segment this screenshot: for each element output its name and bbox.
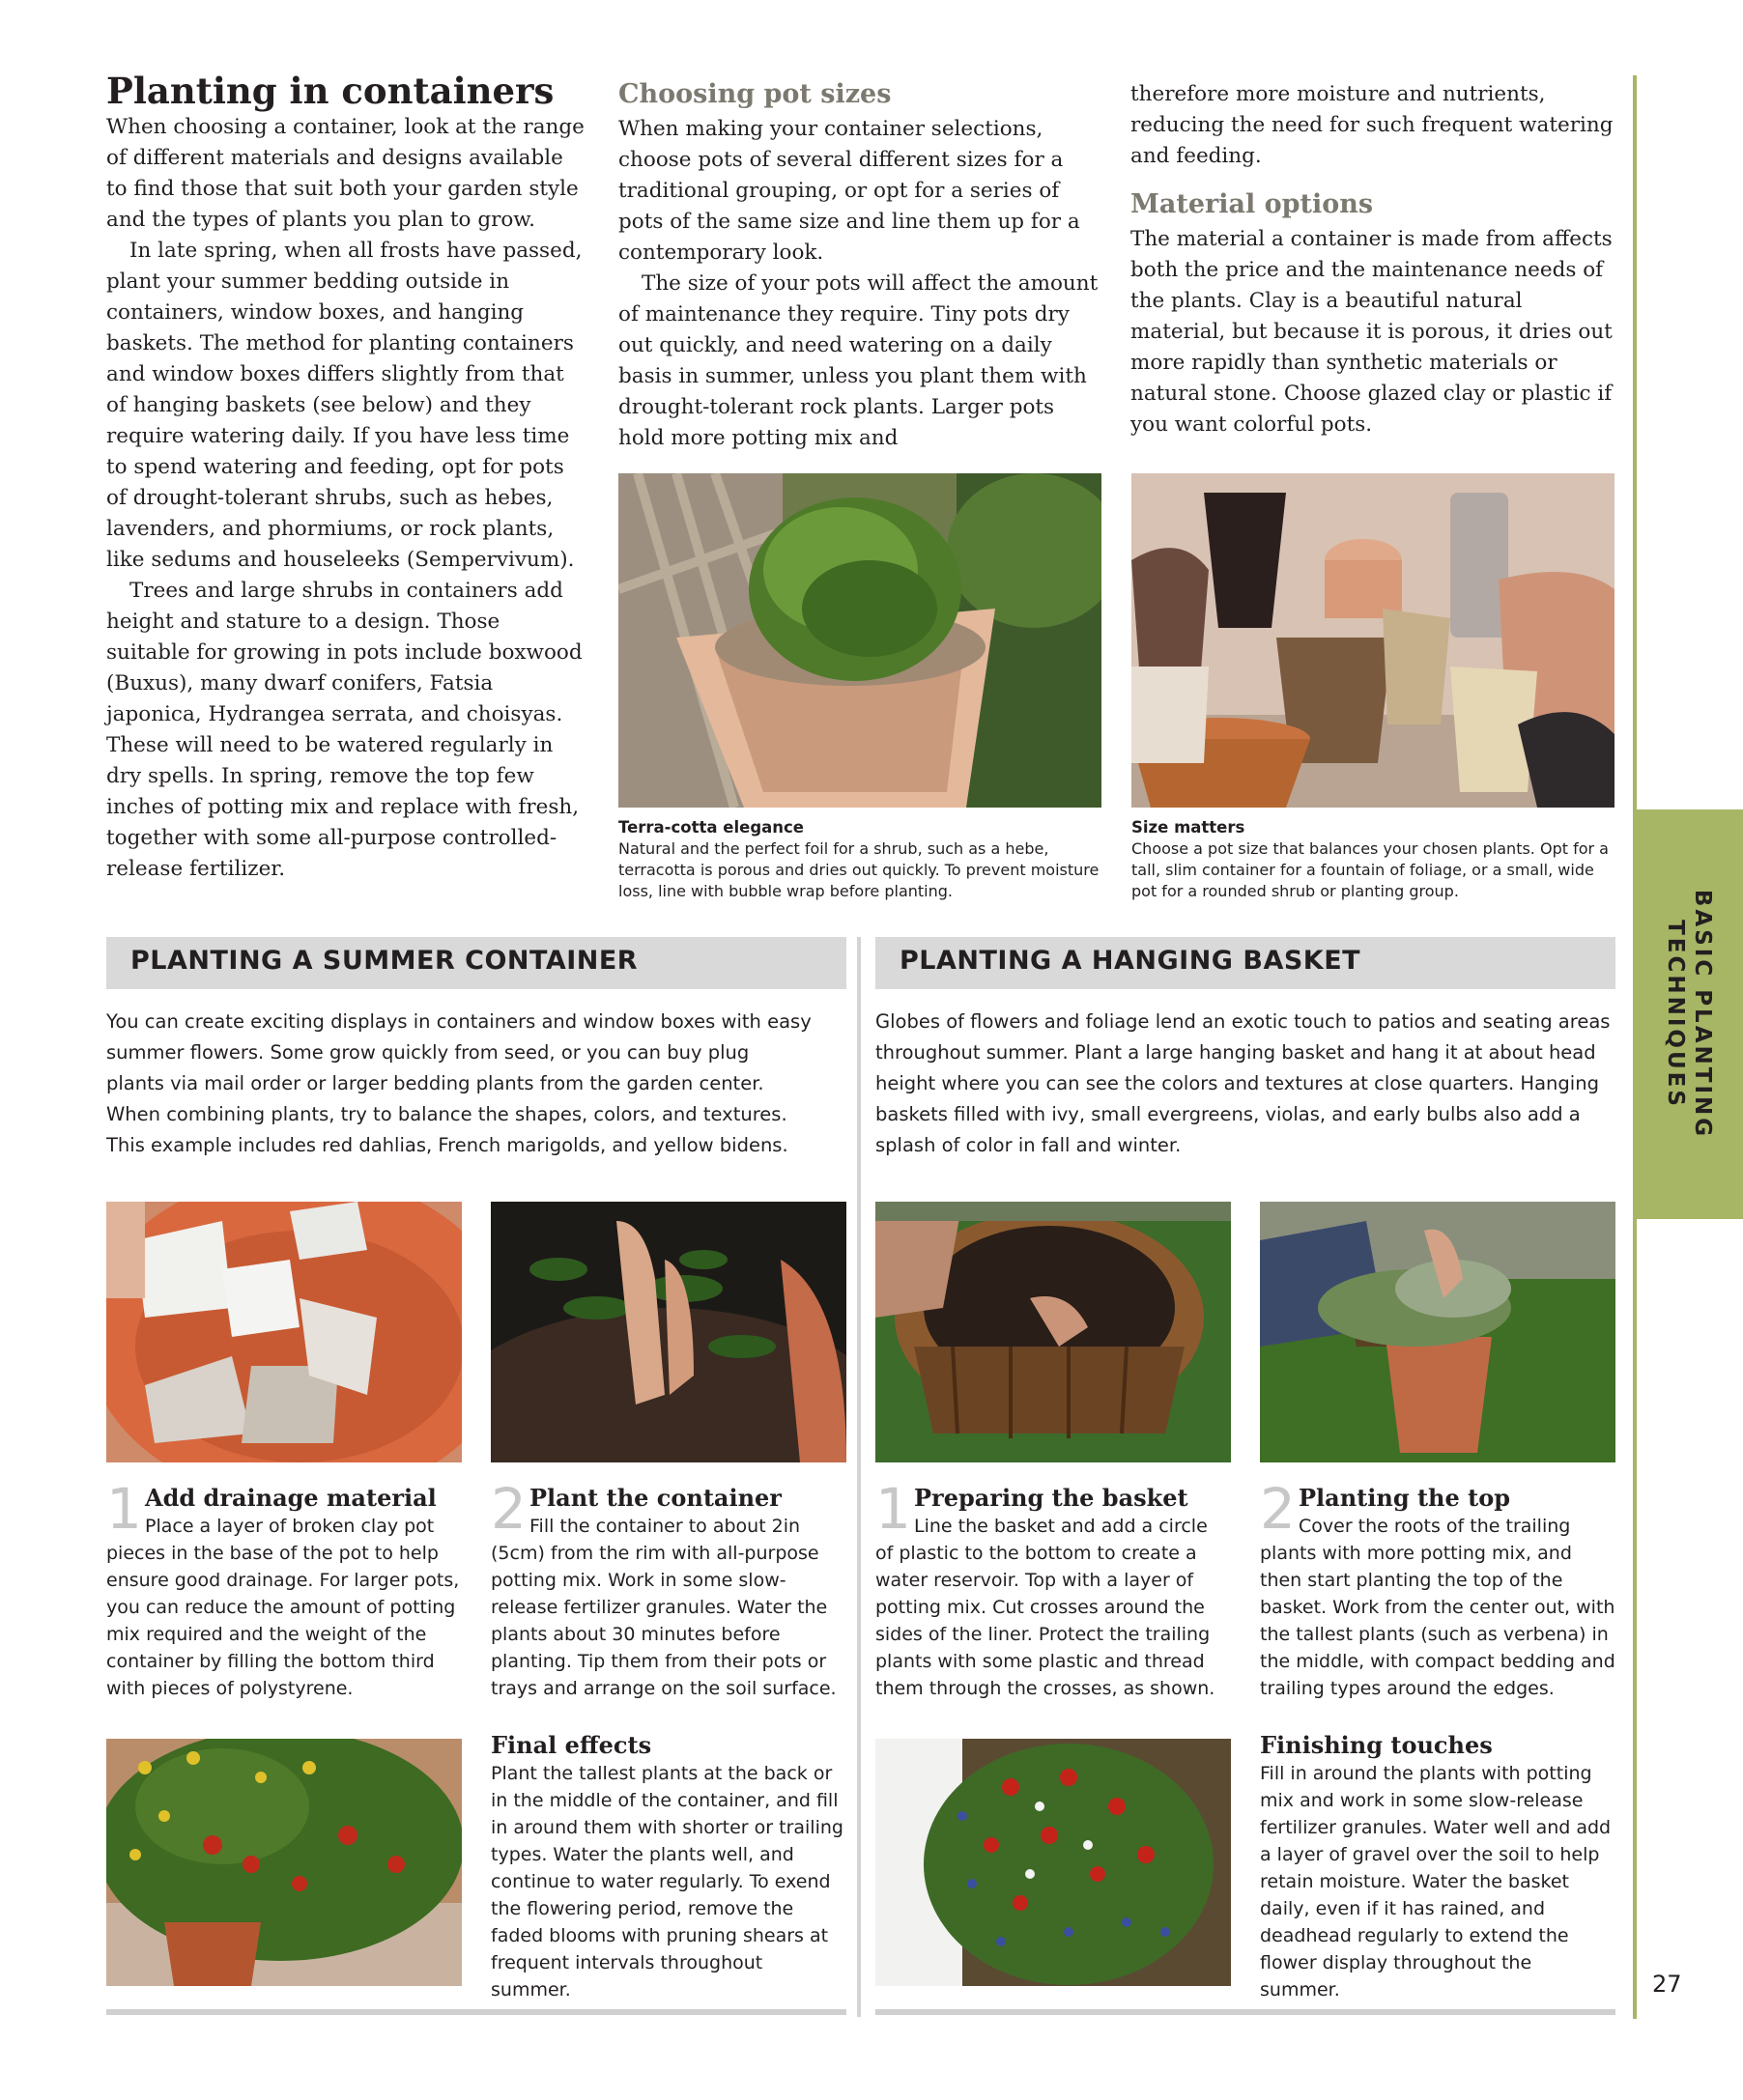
finishing-touches-block xyxy=(1260,1731,1615,2003)
page-title: Planting in containers xyxy=(106,70,555,112)
chapter-label-line-1: BASIC PLANTING xyxy=(1690,889,1715,1140)
terracotta-pot-photo xyxy=(618,473,1101,808)
column-3 xyxy=(1130,79,1614,440)
basket-step-1-number: 1 xyxy=(875,1476,911,1542)
finishing-touches-title: Finishing touches xyxy=(1260,1731,1493,1759)
size-caption-text: Choose a pot size that balances your chosen plants. Opt for a tall, slim container for a fountain of foliage, or a small, wide pot for a rounded shrub or planting group. xyxy=(1131,839,1609,900)
summer-step-1-title: Add drainage material xyxy=(145,1484,437,1512)
basket-step-2-body xyxy=(1260,1513,1615,1702)
basket-intro: Globes of flowers and foliage lend an exotic touch to patios and seating areas throughout summer. Plant a large hanging basket and hang it at about head height where you can see the colors and textures at close quarters. Hanging baskets filled with ivy, small evergreens, violas, and early bulbs also add a splash of color in fall and winter. xyxy=(875,1010,1611,1156)
col1-paragraph-1: When choosing a container, look at the range of different materials and designs available to find those that suit both your garden style and the types of plants you plan to grow. xyxy=(106,115,585,232)
basket-step-1-title: Preparing the basket xyxy=(914,1484,1188,1512)
heading-material-options: Material options xyxy=(1130,189,1374,219)
assorted-pots-photo xyxy=(1131,473,1614,808)
finishing-touches-text: Fill in around the plants with potting mix and work in some slow-release fertilizer granules. Water well and add a layer of gravel over the soil to help retain moisture. Water the basket daily, even if it has rained, and deadhead regularly to extend the flower display throughout the summer. xyxy=(1260,1763,1612,2001)
col2-paragraph-2: The size of your pots will affect the amount of maintenance they require. Tiny pots dry out quickly, and need watering on a daily basis in summer, unless you plant them with drought-tolerant rock plants. Larger pots hold more potting mix and xyxy=(618,271,1099,450)
col3-paragraph-1: The material a container is made from affects both the price and the maintenance needs of the plants. Clay is a beautiful natural material, but because it is porous, it dries out more rapidly than synthetic materials or natural stone. Choose glazed clay or plastic if you want colorful pots. xyxy=(1130,227,1613,437)
summer-step-1-body xyxy=(106,1513,462,1702)
final-effects-photo xyxy=(106,1739,462,1986)
basket-bottom-rule xyxy=(875,2009,1615,2015)
basket-step-2-number: 2 xyxy=(1260,1476,1296,1542)
size-caption xyxy=(1131,817,1614,902)
page-number: 27 xyxy=(1652,1971,1682,1998)
basket-step-1-text: Line the basket and add a circle of plastic to the bottom to create a water reservoir. Top with a layer of potting mix. Cut crosses around the sides of the liner. Protect the trailing plants with some plastic and thread them through the crosses, as shown. xyxy=(875,1516,1215,1699)
summer-container-header xyxy=(106,937,846,989)
column-1 xyxy=(106,70,589,885)
summer-step-1 xyxy=(106,1476,462,1702)
summer-step-2-number: 2 xyxy=(491,1476,527,1542)
summer-step-2-title: Plant the container xyxy=(529,1484,782,1512)
basket-step-1 xyxy=(875,1476,1231,1702)
chapter-label-line-2: TECHNIQUES xyxy=(1663,920,1688,1109)
col3-paragraph-0: therefore more moisture and nutrients, reducing the need for such frequent watering and feeding. xyxy=(1130,82,1614,168)
finishing-touches-photo xyxy=(875,1739,1231,1986)
basket-step-2 xyxy=(1260,1476,1615,1702)
column-2 xyxy=(618,75,1101,454)
final-effects-block xyxy=(491,1731,846,2003)
summer-step-1-text: Place a layer of broken clay pot pieces in the base of the pot to help ensure good drainage. For larger pots, you can reduce the amount of potting mix required and the weight of the container by filling the bottom third with pieces of polystyrene. xyxy=(106,1516,460,1699)
col1-paragraph-2: In late spring, when all frosts have passed, plant your summer bedding outside in containers, window boxes, and hanging baskets. The method for planting containers and window boxes differs slightly from that of hanging baskets (see below) and they require watering daily. If you have less time to spend watering and feeding, opt for pots of drought-tolerant shrubs, such as hebes, lavenders, and phormiums, or rock plants, like sedums and houseleeks (Sempervivum). xyxy=(106,239,583,572)
hanging-basket-header xyxy=(875,937,1615,989)
col1-paragraph-3: Trees and large shrubs in containers add height and stature to a design. Those suitable for growing in pots include boxwood (Buxus), many dwarf conifers, Fatsia japonica, Hydrangea serrata, and choisyas. These will need to be watered regularly in dry spells. In spring, remove the top few inches of potting mix and replace with fresh, together with some all-purpose controlled-release fertilizer. xyxy=(106,579,583,881)
chapter-side-tab-label xyxy=(1662,890,1716,1139)
drainage-photo xyxy=(106,1202,462,1462)
summer-step-2-body xyxy=(491,1513,846,1702)
summer-bottom-rule xyxy=(106,2009,846,2015)
hanging-basket-heading: PLANTING A HANGING BASKET xyxy=(900,946,1361,976)
section-divider xyxy=(857,937,861,2017)
summer-step-2-text: Fill the container to about 2in (5cm) from the rim with all-purpose potting mix. Work in some slow-release fertilizer granules. Water the plants about 30 minutes before planting. Tip them from their pots or trays and arrange on the soil surface. xyxy=(491,1516,837,1699)
summer-container-heading: PLANTING A SUMMER CONTAINER xyxy=(130,946,639,976)
final-effects-title: Final effects xyxy=(491,1731,652,1759)
terracotta-caption-text: Natural and the perfect foil for a shrub, such as a hebe, terracotta is porous and dries out quickly. To prevent moisture loss, line with bubble wrap before planting. xyxy=(618,839,1100,900)
basket-step-2-title: Planting the top xyxy=(1299,1484,1510,1512)
terracotta-caption xyxy=(618,817,1101,902)
summer-step-1-number: 1 xyxy=(106,1476,142,1542)
terracotta-caption-title: Terra-cotta elegance xyxy=(618,818,804,837)
basket-step-2-text: Cover the roots of the trailing plants with more potting mix, and then start planting the top of the basket. Work from the center out, with the tallest plants (such as verbena) in the middle, with compact bedding and trailing types around the edges. xyxy=(1260,1516,1615,1699)
summer-step-2 xyxy=(491,1476,846,1702)
heading-choosing-pot-sizes: Choosing pot sizes xyxy=(618,79,892,109)
size-caption-title: Size matters xyxy=(1131,818,1245,837)
summer-intro: You can create exciting displays in containers and window boxes with easy summer flowers. Some grow quickly from seed, or you can buy plug plants via mail order or larger bedding plants from the garden center. When combining plants, try to balance the shapes, colors, and textures. This example includes red dahlias, French marigolds, and yellow bidens. xyxy=(106,1010,812,1156)
plant-container-photo xyxy=(491,1202,846,1462)
basket-step-1-body xyxy=(875,1513,1231,1702)
planting-top-photo xyxy=(1260,1202,1615,1462)
col2-paragraph-1: When making your container selections, choose pots of several different sizes for a traditional grouping, or opt for a series of pots of the same size and line them up for a contemporary look. xyxy=(618,117,1080,265)
preparing-basket-photo xyxy=(875,1202,1231,1462)
final-effects-text: Plant the tallest plants at the back or in the middle of the container, and fill in around them with shorter or trailing types. Water the plants well, and continue to water regularly. To exend the flowering period, remove the faded blooms with pruning shears at frequent intervals throughout summer. xyxy=(491,1763,843,2001)
